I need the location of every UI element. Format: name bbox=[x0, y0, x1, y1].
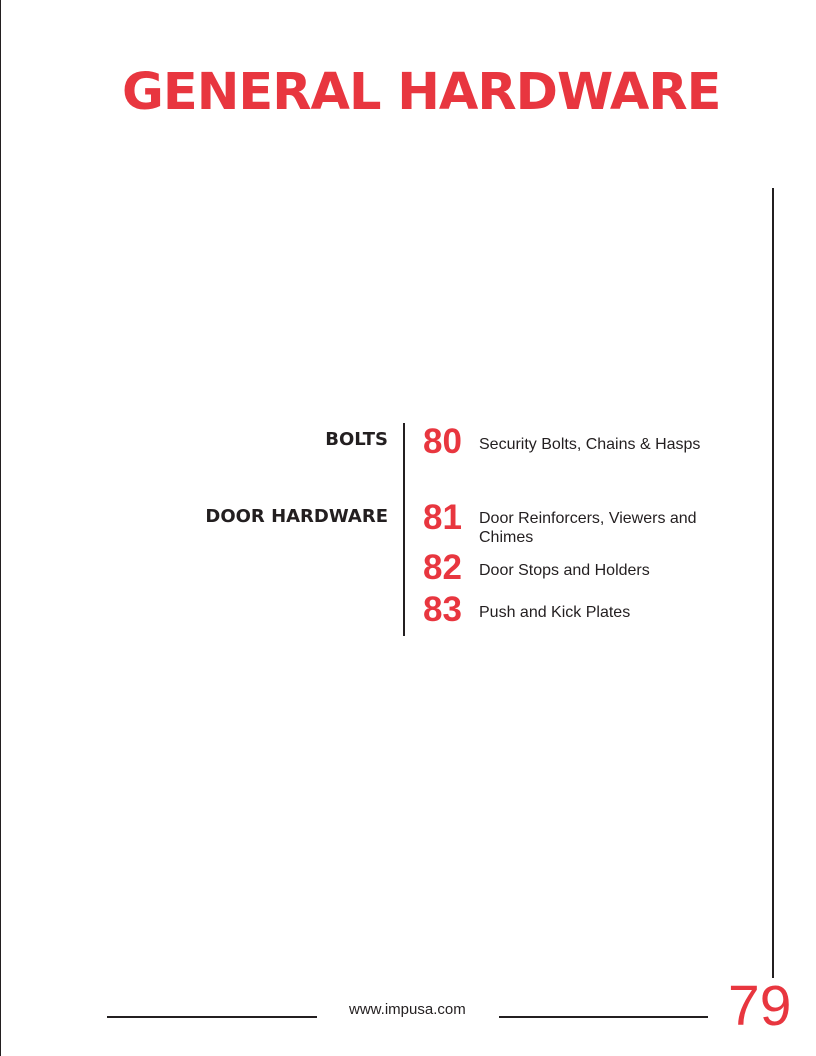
right-vertical-rule bbox=[772, 188, 774, 978]
toc-page-number: 82 bbox=[423, 548, 462, 587]
footer-rule-left bbox=[107, 1016, 317, 1018]
toc-page-number: 80 bbox=[423, 422, 462, 461]
toc-entry-title: Security Bolts, Chains & Hasps bbox=[479, 436, 701, 453]
toc-entry-80[interactable] bbox=[423, 422, 714, 461]
page-number: 79 bbox=[728, 974, 792, 1038]
page-left-edge bbox=[0, 0, 1, 1056]
toc-entry-81[interactable] bbox=[423, 498, 714, 547]
toc-entry-title: Door Stops and Holders bbox=[479, 562, 650, 579]
section-label-door-hardware: DOOR HARDWARE bbox=[205, 506, 388, 527]
footer-website-link[interactable]: www.impusa.com bbox=[349, 1001, 466, 1018]
toc-entry-title: Door Reinforcers, Viewers and Chimes bbox=[479, 510, 697, 546]
toc-entry-title: Push and Kick Plates bbox=[479, 604, 631, 621]
section-label-bolts: BOLTS bbox=[325, 429, 388, 450]
footer-rule-right bbox=[499, 1016, 708, 1018]
page-title: GENERAL HARDWARE bbox=[122, 63, 721, 122]
toc-entry-82[interactable] bbox=[423, 548, 714, 587]
toc-page-number: 83 bbox=[423, 590, 462, 629]
toc-entry-83[interactable] bbox=[423, 590, 714, 629]
toc-divider bbox=[403, 423, 405, 636]
toc-page-number: 81 bbox=[423, 498, 462, 537]
